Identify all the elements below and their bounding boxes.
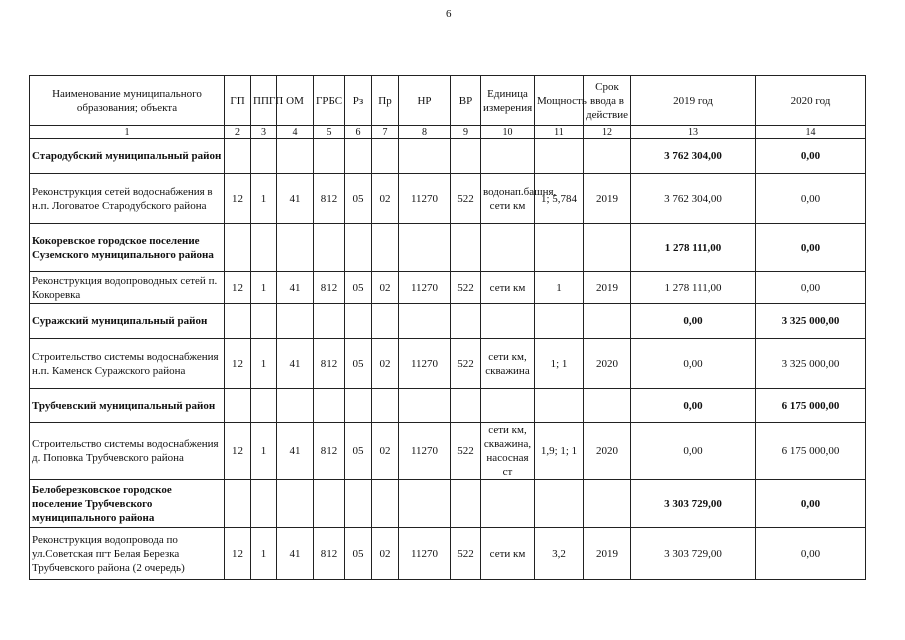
municipality-row [30, 139, 866, 174]
amount-2019: 3 303 729,00 [631, 480, 756, 528]
vr-cell: 522 [451, 339, 481, 389]
grbs-cell: 812 [314, 272, 345, 304]
column-number: 12 [584, 126, 631, 139]
column-header: ОМ [277, 76, 314, 126]
pr-cell: 02 [372, 174, 399, 224]
municipality-row [30, 389, 866, 423]
term-cell: 2019 [584, 174, 631, 224]
unit-cell: сети км [481, 528, 535, 580]
municipality-row [30, 304, 866, 339]
amount-2020: 0,00 [756, 139, 866, 174]
column-number: 14 [756, 126, 866, 139]
object-name: Реконструкция сетей водоснабжения в н.п. Логоватое Стародубского района [30, 174, 225, 224]
amount-2020: 3 325 000,00 [756, 304, 866, 339]
vr-cell: 522 [451, 174, 481, 224]
rz-cell: 05 [345, 423, 372, 480]
municipality-row [30, 224, 866, 272]
ppgp-cell: 1 [251, 528, 277, 580]
unit-cell: сети км, скважина [481, 339, 535, 389]
grbs-cell: 812 [314, 423, 345, 480]
ppgp-cell: 1 [251, 272, 277, 304]
vr-cell: 522 [451, 528, 481, 580]
object-name: Строительство системы водоснабжения н.п. Каменск Суражского района [30, 339, 225, 389]
object-row [30, 339, 866, 389]
column-header: Срок ввода в действие [584, 76, 631, 126]
term-cell: 2019 [584, 528, 631, 580]
term-cell: 2020 [584, 423, 631, 480]
grbs-cell: 812 [314, 339, 345, 389]
amount-2020: 0,00 [756, 224, 866, 272]
object-row [30, 174, 866, 224]
amount-2020: 6 175 000,00 [756, 389, 866, 423]
amount-2019: 3 762 304,00 [631, 139, 756, 174]
amount-2019: 0,00 [631, 304, 756, 339]
power-cell: 1; 1 [535, 339, 584, 389]
rz-cell: 05 [345, 174, 372, 224]
term-cell: 2020 [584, 339, 631, 389]
vr-cell: 522 [451, 272, 481, 304]
municipality-name: Белоберезковское городское поселение Трубчевского муниципального района [30, 480, 225, 528]
column-header: ВР [451, 76, 481, 126]
nr-cell: 11270 [399, 528, 451, 580]
power-cell: 3,2 [535, 528, 584, 580]
amount-2020: 0,00 [756, 272, 866, 304]
vr-cell: 522 [451, 423, 481, 480]
gp-cell: 12 [225, 528, 251, 580]
column-number: 9 [451, 126, 481, 139]
gp-cell: 12 [225, 339, 251, 389]
om-cell: 41 [277, 423, 314, 480]
object-row [30, 272, 866, 304]
amount-2019: 3 303 729,00 [631, 528, 756, 580]
column-header: Наименование муниципального образования; объекта [30, 76, 225, 126]
column-header: ГП [225, 76, 251, 126]
nr-cell: 11270 [399, 272, 451, 304]
amount-2019: 0,00 [631, 389, 756, 423]
rz-cell: 05 [345, 528, 372, 580]
column-header: Рз [345, 76, 372, 126]
municipality-name: Суражский муниципальный район [30, 304, 225, 339]
column-header: Пр [372, 76, 399, 126]
amount-2020: 0,00 [756, 528, 866, 580]
nr-cell: 11270 [399, 339, 451, 389]
gp-cell: 12 [225, 174, 251, 224]
amount-2020: 0,00 [756, 174, 866, 224]
pr-cell: 02 [372, 423, 399, 480]
amount-2020: 3 325 000,00 [756, 339, 866, 389]
unit-cell: сети км, скважина, насосная ст [481, 423, 535, 480]
object-row [30, 423, 866, 480]
column-header: 2020 год [756, 76, 866, 126]
budget-table [29, 75, 866, 580]
om-cell: 41 [277, 174, 314, 224]
ppgp-cell: 1 [251, 339, 277, 389]
amount-2020: 0,00 [756, 480, 866, 528]
term-cell: 2019 [584, 272, 631, 304]
column-number: 6 [345, 126, 372, 139]
column-number: 3 [251, 126, 277, 139]
nr-cell: 11270 [399, 174, 451, 224]
amount-2019: 0,00 [631, 423, 756, 480]
gp-cell: 12 [225, 423, 251, 480]
ppgp-cell: 1 [251, 423, 277, 480]
object-row [30, 528, 866, 580]
column-header: НР [399, 76, 451, 126]
page-number: 6 [446, 8, 452, 20]
column-number: 4 [277, 126, 314, 139]
column-header: Мощность [535, 76, 584, 126]
column-header: Единица измерения [481, 76, 535, 126]
om-cell: 41 [277, 272, 314, 304]
power-cell: 1,9; 1; 1 [535, 423, 584, 480]
object-name: Реконструкция водопровода по ул.Советская пгт Белая Березка Трубчевского района (2 очередь) [30, 528, 225, 580]
rz-cell: 05 [345, 272, 372, 304]
municipality-name: Трубчевский муниципальный район [30, 389, 225, 423]
grbs-cell: 812 [314, 174, 345, 224]
column-header: ГРБС [314, 76, 345, 126]
ppgp-cell: 1 [251, 174, 277, 224]
rz-cell: 05 [345, 339, 372, 389]
municipality-row [30, 480, 866, 528]
amount-2019: 3 762 304,00 [631, 174, 756, 224]
column-number: 10 [481, 126, 535, 139]
column-number: 5 [314, 126, 345, 139]
gp-cell: 12 [225, 272, 251, 304]
column-header: ППГП [251, 76, 277, 126]
amount-2019: 1 278 111,00 [631, 224, 756, 272]
unit-cell: водонап.башня, сети км [481, 174, 535, 224]
pr-cell: 02 [372, 528, 399, 580]
amount-2020: 6 175 000,00 [756, 423, 866, 480]
column-number: 8 [399, 126, 451, 139]
municipality-name: Кокоревское городское поселение Суземского муниципального района [30, 224, 225, 272]
column-number: 7 [372, 126, 399, 139]
amount-2019: 0,00 [631, 339, 756, 389]
object-name: Реконструкция водопроводных сетей п. Кокоревка [30, 272, 225, 304]
column-number: 2 [225, 126, 251, 139]
municipality-name: Стародубский муниципальный район [30, 139, 225, 174]
column-number: 1 [30, 126, 225, 139]
pr-cell: 02 [372, 339, 399, 389]
om-cell: 41 [277, 528, 314, 580]
power-cell: 1 [535, 272, 584, 304]
column-header: 2019 год [631, 76, 756, 126]
nr-cell: 11270 [399, 423, 451, 480]
grbs-cell: 812 [314, 528, 345, 580]
column-number: 11 [535, 126, 584, 139]
object-name: Строительство системы водоснабжения д. Поповка Трубчевского района [30, 423, 225, 480]
power-cell: 1; 5,784 [535, 174, 584, 224]
column-number-row [30, 126, 866, 139]
om-cell: 41 [277, 339, 314, 389]
header-row [30, 76, 866, 126]
column-number: 13 [631, 126, 756, 139]
pr-cell: 02 [372, 272, 399, 304]
amount-2019: 1 278 111,00 [631, 272, 756, 304]
unit-cell: сети км [481, 272, 535, 304]
